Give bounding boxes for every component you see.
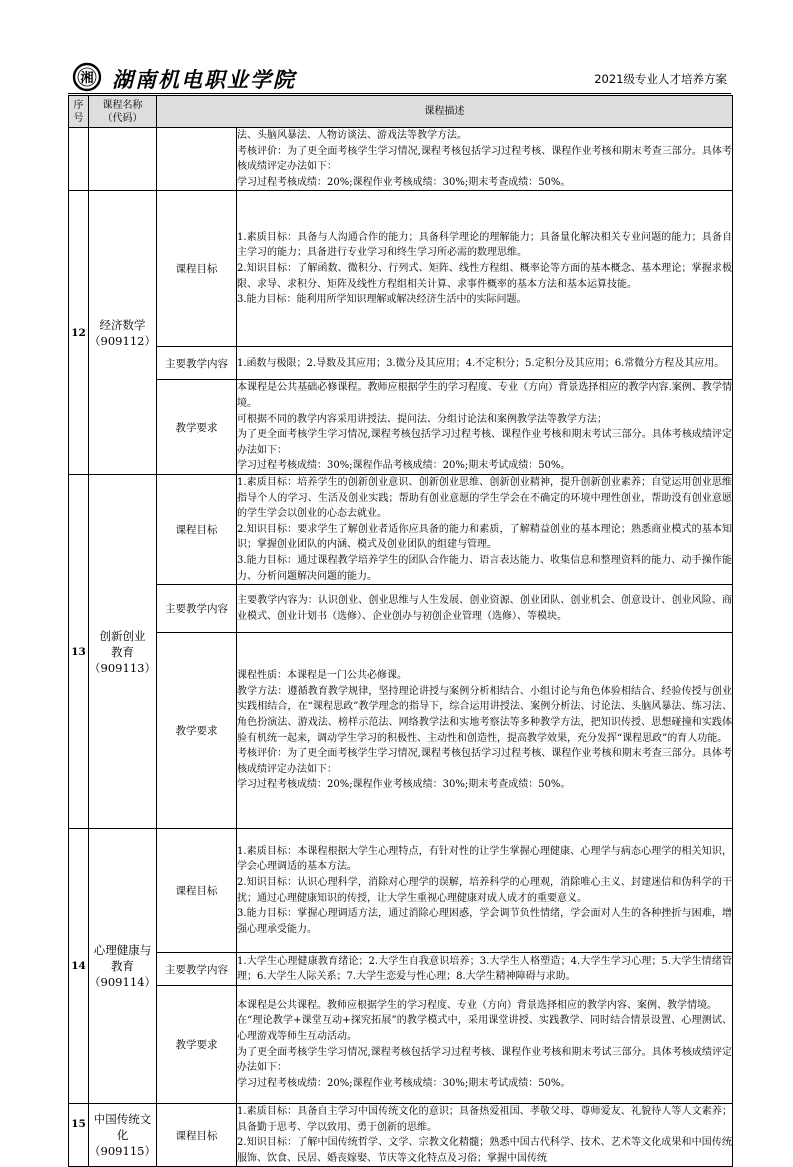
goal-label: 课程目标 bbox=[157, 1104, 237, 1167]
goal-label: 课程目标 bbox=[157, 829, 237, 953]
req-label: 教学要求 bbox=[157, 380, 237, 475]
req-desc: 本课程是公共课程。教师应根据学生的学习程度、专业（方向）背景选择相应的教学内容、案例、教学情境。 在“理论教学+课堂互动+探究拓展”的教学模式中，采用课堂讲授、实践教学、同时结合情景设置、心理测试、心理游戏等师生互动活动。 为了更全面考核学生学习情况,课程考核包括学习过程考核、课程作业考核和期末考试三部分。具体考核成绩评定办法如下： 学习过程考核成绩：20%;课程作业考核成绩：30%;期末考试成绩：50%。 bbox=[237, 986, 733, 1104]
course-name: 创新创业 教育 （909113） bbox=[89, 474, 157, 828]
course-13-req-row bbox=[69, 633, 733, 829]
course-14-content-row bbox=[69, 953, 733, 986]
goal-label: 课程目标 bbox=[157, 191, 237, 347]
content-desc: 1.大学生心理健康教育绪论；2.大学生自我意识培养；3.大学生人格塑造；4.大学生学习心理；5.大学生情绪管理；6.大学生人际关系；7.大学生恋爱与性心理；8.大学生精神障碍与求助。 bbox=[237, 953, 733, 986]
goal-desc: 1.素质目标：具备自主学习中国传统文化的意识；具备热爱祖国、孝敬父母、尊师爱友、礼貌待人等人文素养；具备勤于思考、学以致用、勇于创新的思维。 2.知识目标：了解中国传统哲学、文学、宗教文化精髓；熟悉中国古代科学、技术、艺术等文化成果和中国传统服饰、饮食、民居、婚丧嫁娶、节庆等文化特点及习俗；掌握中国传统 bbox=[237, 1104, 733, 1167]
req-desc: 课程性质：本课程是一门公共必修课。 教学方法：遵循教育教学规律，坚持理论讲授与案例分析相结合、小组讨论与角色体验相结合、经验传授与创业实践相结合，在“课程思政”教学理念的指导下，综合运用讲授法、案例分析法、讨论法、头脑风暴法、练习法、角色扮演法、游戏法、榜样示范法、网络教学法和实地考察法等多种教学方法，把知识传授、思想碰撞和实践体验有机统一起来，调动学生学习的积极性、主动性和创造性，提高教学效果，充分发挥“课程思政”的育人功能。 考核评价：为了更全面考核学生学习情况,课程考核包括学习过程考核、课程作业考核和期末考查三部分。具体考核成绩评定办法如下： 学习过程考核成绩：20%;课程作业考核成绩：30%;期末考查成绩：50%。 bbox=[237, 633, 733, 829]
content-label: 主要教学内容 bbox=[157, 953, 237, 986]
school-name: 湖南机电职业学院 bbox=[112, 67, 296, 92]
content-desc: 主要教学内容为：认识创业、创业思维与人生发展、创业资源、创业团队、创业机会、创意设计、创业风险、商业模式、创业计划书（选修）、企业创办与初创企业管理（选修）、等模块。 bbox=[237, 585, 733, 633]
course-name: 中国传统文 化（909115） bbox=[89, 1104, 157, 1167]
course-12-req-row bbox=[69, 380, 733, 475]
page-header bbox=[68, 62, 729, 92]
course-12-content-row bbox=[69, 347, 733, 380]
goal-desc: 1.素质目标：本课程根据大学生心理特点，有针对性的让学生掌握心理健康、心理学与病态心理学的相关知识，学会心理调适的基本方法。 2.知识目标：认识心理科学，消除对心理学的误解，培养科学的心理观，消除唯心主义、封建迷信和伪科学的干扰；通过心理健康知识的传授，让大学生重视心理健康对成人成才的重要意义。 3.能力目标：掌握心理调适方法，通过消除心理困惑，学会调节负性情绪，学会面对人生的各种挫折与困难，增强心理承受能力。 bbox=[237, 829, 733, 953]
course-12-goal-row bbox=[69, 191, 733, 347]
req-desc: 本课程是公共基础必修课程。教师应根据学生的学习程度、专业（方向）背景选择相应的教学内容.案例、教学情境。 可根据不同的教学内容采用讲授法、提问法、分组讨论法和案例教学法等教学方法； 为了更全面考核学生学习情况,课程考核包括学习过程考核、课程作业考核和期末考试三部分。具体考核成绩评定办法如下： 学习过程考核成绩：30%;课程作品考核成绩：20%;期末考试成绩：50%。 bbox=[237, 380, 733, 475]
col-header-no: 序号 bbox=[69, 96, 89, 128]
course-15-goal-row bbox=[69, 1104, 733, 1167]
course-13-content-row bbox=[69, 585, 733, 633]
school-logo-icon bbox=[72, 62, 106, 92]
course-14-req-row bbox=[69, 986, 733, 1104]
course-14-goal-row bbox=[69, 829, 733, 953]
req-label: 教学要求 bbox=[157, 633, 237, 829]
goal-label: 课程目标 bbox=[157, 474, 237, 584]
plan-title: 2021级专业人才培养方案 bbox=[594, 72, 727, 86]
course-name: 心理健康与 教育 （909114） bbox=[89, 829, 157, 1104]
course-no: 14 bbox=[69, 829, 89, 1104]
col-header-desc: 课程描述 bbox=[157, 96, 733, 128]
course-no: 15 bbox=[69, 1104, 89, 1167]
svg-text:湘: 湘 bbox=[80, 71, 94, 86]
req-label: 教学要求 bbox=[157, 986, 237, 1104]
header-divider bbox=[68, 93, 731, 94]
content-label: 主要教学内容 bbox=[157, 585, 237, 633]
course-13-goal-row bbox=[69, 474, 733, 584]
course-no: 12 bbox=[69, 191, 89, 475]
table-header-row bbox=[69, 96, 733, 128]
col-header-name: 课程名称（代码） bbox=[89, 96, 157, 128]
continuation-row bbox=[69, 128, 733, 191]
content-desc: 1.函数与极限；2.导数及其应用；3.微分及其应用；4.不定积分；5.定积分及其应用；6.常微分方程及其应用。 bbox=[237, 347, 733, 380]
goal-desc: 1.素质目标：培养学生的创新创业意识、创新创业思维、创新创业精神，提升创新创业素养；自觉运用创业思维指导个人的学习、生活及创业实践；帮助有创业意愿的学生学会在不确定的环境中理性创业，帮助没有创业意愿的学生学会以创业的心态去就业。 2.知识目标：要求学生了解创业者适你应具备的能力和素质，了解精益创业的基本理论；熟悉商业模式的基本知识；掌握创业团队的内涵、模式及创业团队的组建与管理。 3.能力目标：通过课程教学培养学生的团队合作能力、语言表达能力、收集信息和整理资料的能力、动手操作能力、分析问题解决问题的能力。 bbox=[237, 474, 733, 584]
continuation-desc: 法、头脑风暴法、人物访谈法、游戏法等教学方法。 考核评价：为了更全面考核学生学习情况,课程考核包括学习过程考核、课程作业考核和期末考查三部分。具体考核成绩评定办法如下： 学习过程考核成绩：20%;课程作业考核成绩：30%;期末考查成绩：50%。 bbox=[237, 128, 733, 191]
goal-desc: 1.素质目标：具备与人沟通合作的能力；具备科学理论的理解能力；具备量化解决相关专业问题的能力；具备自主学习的能力；具备进行专业学习和终生学习所必需的数理思维。 2.知识目标：了解函数、微积分、行列式、矩阵、线性方程组、概率论等方面的基本概念、基本理论；掌握求极限、求导、求积分、矩阵及线性方程组相关计算、求事件概率的基本方法和基本运算技能。 3.能力目标：能利用所学知识理解或解决经济生活中的实际问题。 bbox=[237, 191, 733, 347]
course-name: 经济数学 （909112） bbox=[89, 191, 157, 475]
content-label: 主要教学内容 bbox=[157, 347, 237, 380]
course-table bbox=[68, 95, 733, 1167]
course-no: 13 bbox=[69, 474, 89, 828]
